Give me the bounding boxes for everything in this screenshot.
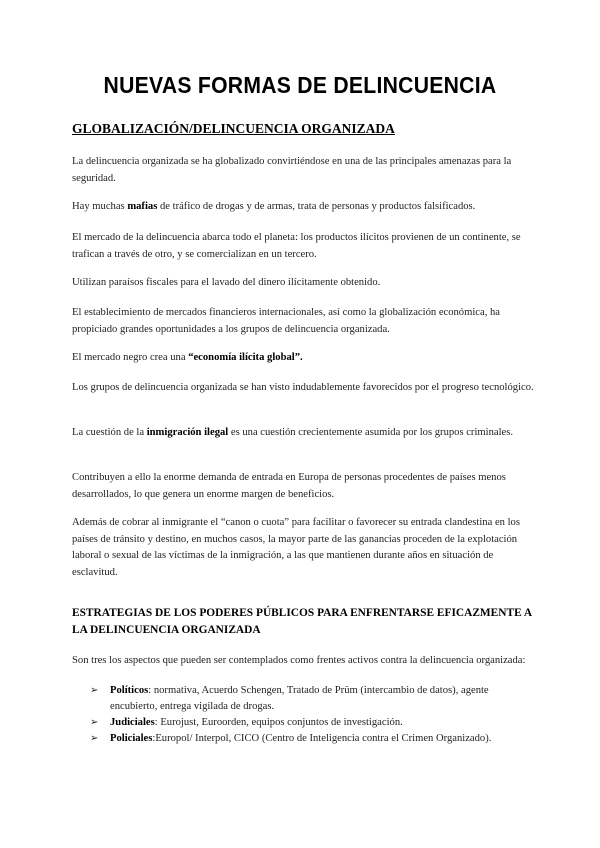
paragraph-2-text-end: de tráfico de drogas y de armas, trata de personas y productos falsificados. [157, 201, 476, 212]
paragraph-9: Contribuyen a ello la enorme demanda de entrada en Europa de personas procedentes de países menos desarrollados, lo que genera un enorme margen de beneficios. [72, 472, 506, 500]
arrow-bullet-icon: ➢ [90, 733, 99, 744]
paragraph-2-text: Hay muchas [72, 201, 128, 212]
list-item-judiciales [90, 715, 535, 731]
list-item-text: :Europol/ Interpol, CICO (Centro de Inteligencia contra el Crimen Organizado). [152, 733, 492, 744]
arrow-bullet-icon: ➢ [90, 717, 99, 728]
section-heading-globalizacion: GLOBALIZACIÓN/DELINCUENCIA ORGANIZADA [72, 121, 395, 136]
list-item-label: Policiales [110, 733, 153, 744]
paragraph-7: Los grupos de delincuencia organizada se han visto indudablemente favorecidos por el progreso tecnológico. [72, 382, 534, 393]
paragraph-6-bold: “economía ilícita global”. [188, 352, 303, 363]
paragraph-1: La delincuencia organizada se ha globalizado convirtiéndose en una de las principales amenazas para la seguridad. [72, 156, 512, 184]
section-2-intro: Son tres los aspectos que pueden ser contemplados como frentes activos contra la delincuencia organizada: [72, 655, 526, 666]
paragraph-4: Utilizan paraísos fiscales para el lavado del dinero ilícitamente obtenido. [72, 277, 381, 288]
arrow-bullet-icon: ➢ [90, 685, 99, 696]
paragraph-8-text-end: es una cuestión crecientemente asumida por los grupos criminales. [228, 427, 513, 438]
paragraph-8-text: La cuestión de la [72, 427, 147, 438]
list-item-text: : Eurojust, Euroorden, equipos conjuntos de investigación. [154, 717, 403, 728]
paragraph-6-text: El mercado negro crea una [72, 352, 189, 363]
list-item-text: : normativa, Acuerdo Schengen, Tratado de Prüm (intercambio de datos), agente encubierto, entrega vigilada de drogas. [110, 685, 489, 712]
document-title: NUEVAS FORMAS DE DELINCUENCIA [103, 72, 497, 98]
paragraph-8 [72, 425, 537, 442]
paragraph-8-bold: inmigración ilegal [146, 427, 229, 438]
section-heading-estrategias: ESTRATEGIAS DE LOS PODERES PÚBLICOS PARA ENFRENTARSE EFICAZMENTE A LA DELINCUENCIA ORGANIZADA [72, 607, 532, 636]
paragraph-2 [72, 199, 537, 216]
paragraph-2-bold: mafias [127, 201, 158, 212]
paragraph-3: El mercado de la delincuencia abarca todo el planeta: los productos ilícitos provienen de un continente, se trafican a través de otro, y se comercializan en un tercero. [72, 232, 521, 260]
list-item-label: Judiciales [110, 717, 155, 728]
paragraph-5: El establecimiento de mercados financieros internacionales, así como la globalización económica, ha propiciado grandes oportunidades a los grupos de delincuencia organizada. [72, 307, 500, 335]
paragraph-10: Además de cobrar al inmigrante el “canon o cuota” para facilitar o favorecer su entrada clandestina en los países de tránsito y destino, en muchos casos, la mayor parte de las ganancias proceden de la explotación laboral o sexual de las víctimas de la inmigración, a las que mantienen durante años en situación de esclavitud. [72, 517, 520, 578]
list-item-politicos [90, 683, 535, 715]
list-item-policiales [90, 731, 535, 747]
list-item-label: Políticos [110, 685, 149, 696]
strategy-list [90, 683, 535, 747]
paragraph-6 [72, 350, 537, 367]
